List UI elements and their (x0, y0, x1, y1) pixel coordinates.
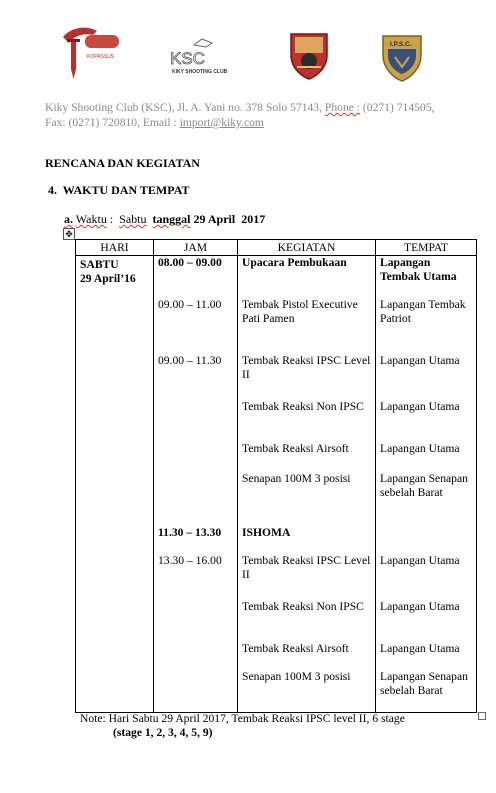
note-stages: (stage 1, 2, 3, 4, 5, 9) (113, 726, 213, 739)
phone-number: (0271) 714505, (360, 101, 435, 114)
waktu-label: Waktu (75, 212, 107, 226)
header-hari: HARI (76, 240, 154, 256)
time-column (154, 256, 238, 713)
schedule-activity: Tembak Pistol Executive Pati Pamen (242, 298, 358, 325)
schedule-place: Lapangan Utama (380, 354, 460, 367)
section-number: 4. (48, 183, 57, 197)
waktu-prefix: a. (64, 212, 73, 226)
schedule-place: Lapangan Tembak Utama (380, 256, 457, 283)
schedule-activity: Tembak Reaksi IPSC Level II (242, 354, 371, 381)
waktu-word: tanggal (152, 212, 191, 226)
header-logos (0, 0, 496, 92)
day-name: SABTU (80, 258, 119, 271)
waktu-line (64, 212, 265, 227)
schedule-activity: Senapan 100M 3 posisi (242, 670, 351, 683)
schedule-place: Lapangan Utama (380, 642, 460, 655)
schedule-activity: Tembak Reaksi Non IPSC (242, 400, 364, 413)
schedule-place: Lapangan Tembak Patriot (380, 298, 466, 325)
header-kegiatan: KEGIATAN (238, 240, 376, 256)
ksc-logo (166, 37, 236, 77)
address-line1: Kiky Shooting Club (KSC), Jl. A. Yani no. 378 Solo 57143, (45, 101, 325, 114)
table-move-handle-icon[interactable]: ✥ (63, 228, 75, 240)
table-header-row (76, 240, 477, 256)
schedule-place: Lapangan Senapan sebelah Barat (380, 670, 468, 697)
day-date: 29 April’16 (80, 272, 136, 285)
header-jam: JAM (154, 240, 238, 256)
schedule-time: 13.30 – 16.00 (158, 554, 222, 567)
fax-line: Fax: (0271) 720810, Email : (45, 116, 180, 129)
schedule-place: Lapangan Utama (380, 400, 460, 413)
schedule-table (75, 239, 477, 713)
club-address (45, 100, 490, 130)
ksc-subtext: KIKY SHOOTING CLUB (172, 69, 228, 75)
kopassus-text: KOPASSUS (87, 54, 115, 60)
schedule-place: Lapangan Utama (380, 600, 460, 613)
schedule-activity: Tembak Reaksi IPSC Level II (242, 554, 371, 581)
waktu-sep: : (106, 212, 120, 226)
schedule-time: 08.00 – 09.00 (158, 256, 222, 269)
waktu-day: Sabtu (119, 212, 147, 226)
schedule-activity: Senapan 100M 3 posisi (242, 472, 351, 485)
schedule-time: 09.00 – 11.30 (158, 354, 222, 367)
place-column (376, 256, 477, 713)
section-heading (48, 183, 189, 198)
email-link[interactable]: import@kiky.com (179, 116, 264, 129)
schedule-place: Lapangan Senapan sebelah Barat (380, 472, 468, 499)
activity-column (238, 256, 376, 713)
schedule-activity: Tembak Reaksi Non IPSC (242, 600, 364, 613)
section-title: WAKTU DAN TEMPAT (62, 183, 190, 197)
schedule-activity: ISHOMA (242, 526, 291, 539)
schedule-place: Lapangan Utama (380, 554, 460, 567)
kopassus-logo (57, 25, 125, 80)
ipsc-text: I.P.S.C. (390, 41, 412, 48)
table-resize-handle[interactable] (478, 712, 486, 720)
schedule-time: 09.00 – 11.00 (158, 298, 222, 311)
phone-label: Phone : (324, 101, 361, 114)
ksc-text: KSC (170, 49, 205, 68)
header-tempat: TEMPAT (376, 240, 477, 256)
day-cell (76, 256, 154, 713)
schedule-activity: Upacara Pembukaan (242, 256, 347, 269)
table-row (76, 256, 477, 713)
ipsc-logo (380, 33, 424, 83)
schedule-time: 11.30 – 13.30 (158, 526, 222, 539)
note-line: Note: Hari Sabtu 29 April 2017, Tembak Reaksi IPSC level II, 6 stage (80, 712, 405, 725)
schedule-activity: Tembak Reaksi Airsoft (242, 442, 349, 455)
schedule-activity: Tembak Reaksi Airsoft (242, 642, 349, 655)
schedule-place: Lapangan Utama (380, 442, 460, 455)
document-title: RENCANA DAN KEGIATAN (45, 156, 200, 170)
garuda-shield-logo (287, 31, 331, 81)
waktu-date: 29 April 2017 (190, 212, 266, 226)
